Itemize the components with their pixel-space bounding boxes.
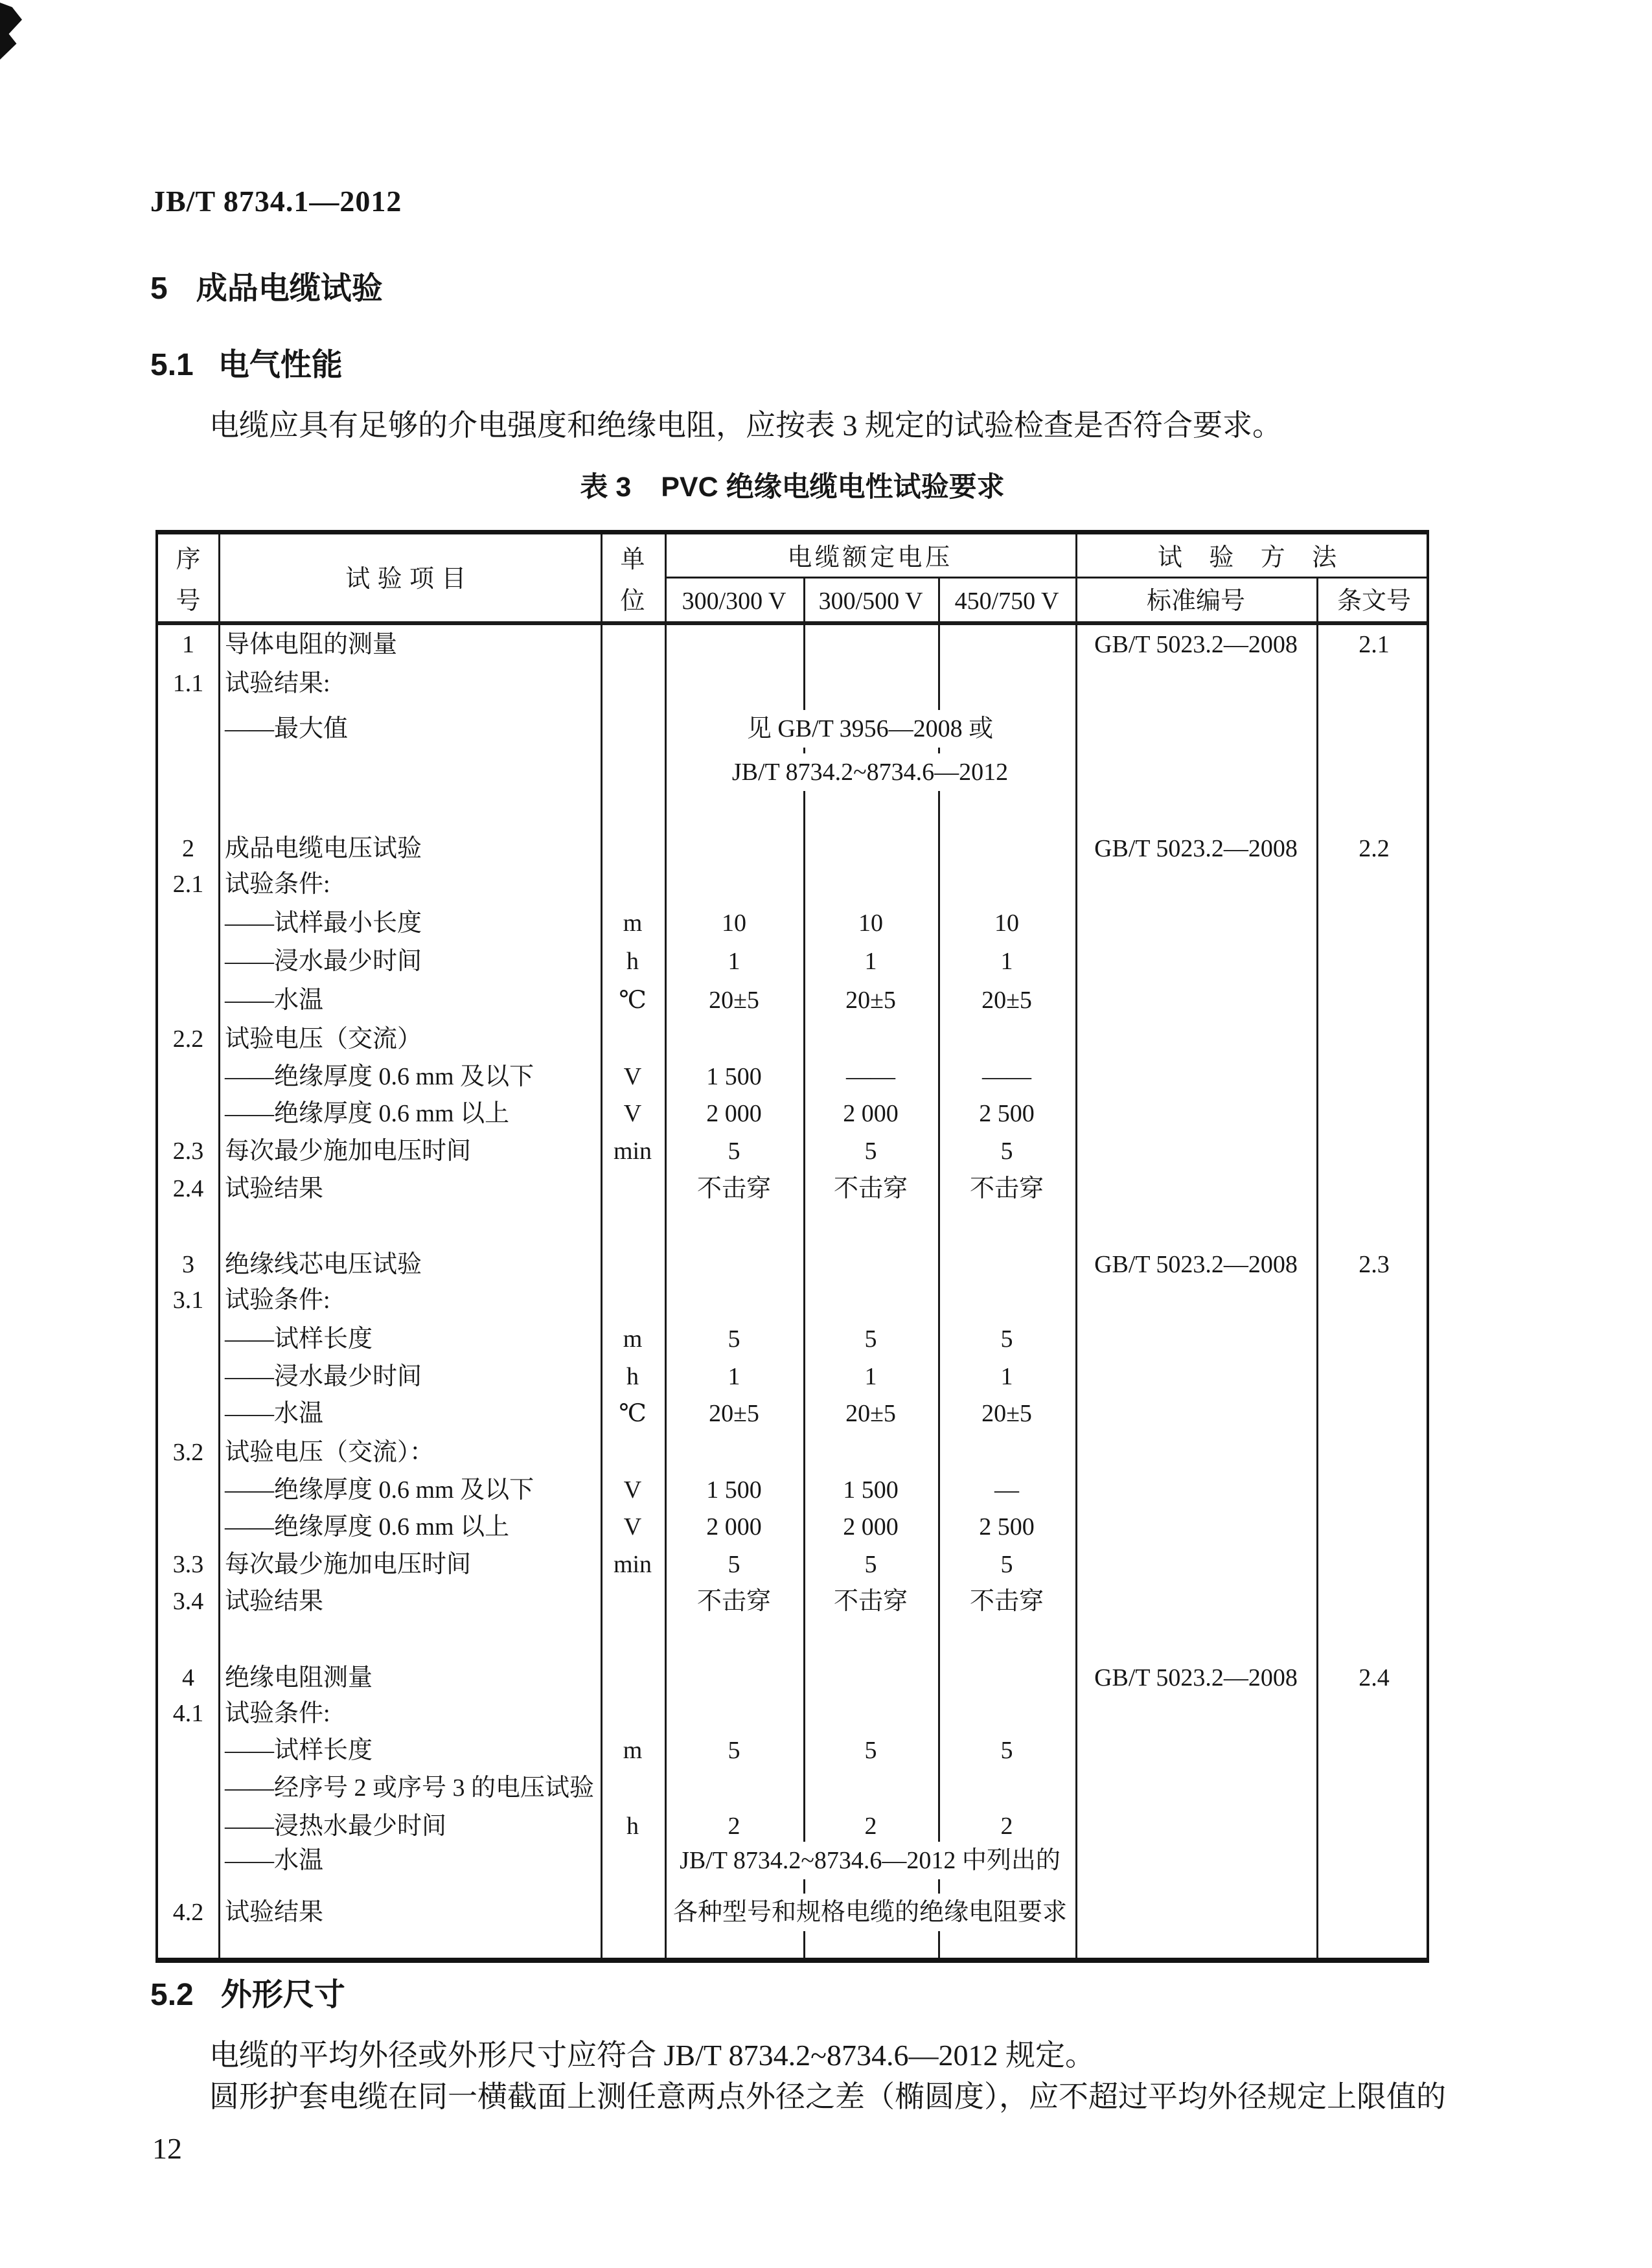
cell-no: 3 bbox=[182, 1251, 194, 1278]
table-row-3.4 bbox=[158, 1583, 1427, 1620]
cell-no: 3.4 bbox=[172, 1588, 204, 1615]
cell-v2: 10 bbox=[858, 910, 883, 937]
cell-item: 绝缘电阻测量 bbox=[225, 1664, 373, 1691]
table-row bbox=[158, 1508, 1427, 1546]
cell-item: ——绝缘厚度 0.6 mm 及以下 bbox=[225, 1063, 534, 1090]
cell-v1: 1 bbox=[728, 948, 740, 975]
cell-v1: 2 bbox=[728, 1813, 740, 1840]
table-row-2.1 bbox=[158, 865, 1427, 903]
cell-v1: 5 bbox=[728, 1737, 740, 1764]
table-row bbox=[158, 1058, 1427, 1095]
cell-v2: 1 bbox=[864, 948, 877, 975]
table3-header-v300-300: 300/300 V bbox=[682, 588, 786, 615]
cell-item: ——试样长度 bbox=[225, 1737, 373, 1764]
cell-no: 4 bbox=[182, 1664, 194, 1691]
cell-std: GB/T 5023.2—2008 bbox=[1094, 835, 1298, 862]
cell-v2: —— bbox=[846, 1063, 895, 1090]
cell-item: 试验结果 bbox=[225, 1899, 324, 1926]
cell-std: GB/T 5023.2—2008 bbox=[1094, 631, 1298, 658]
cell-unit: V bbox=[623, 1513, 642, 1541]
cell-item: 每次最少施加电压时间 bbox=[225, 1551, 472, 1578]
cell-item: ——试样最小长度 bbox=[225, 910, 422, 937]
cell-v1: 5 bbox=[728, 1138, 740, 1165]
paragraph-5-2-line1: 电缆的平均外径或外形尺寸应符合 JB/T 8734.2~8734.6—2012 规定。 bbox=[209, 2039, 1096, 2072]
table-row-4 bbox=[158, 1659, 1427, 1697]
cell-unit: min bbox=[613, 1138, 652, 1165]
cell-item: ——绝缘厚度 0.6 mm 以上 bbox=[225, 1100, 510, 1127]
cell-item: 试验电压（交流） bbox=[225, 1025, 422, 1053]
cell-v1: 2 000 bbox=[706, 1513, 762, 1541]
cell-v3: 2 500 bbox=[979, 1513, 1035, 1541]
cell-v1: 1 500 bbox=[706, 1063, 762, 1090]
cell-v3: 5 bbox=[1000, 1737, 1013, 1764]
section-5-2-number: 5.2 bbox=[150, 1978, 194, 2012]
cell-v3: 不击穿 bbox=[969, 1588, 1044, 1615]
paragraph-5-2-line2: 圆形护套电缆在同一横截面上测任意两点外径之差（椭圆度），应不超过平均外径规定上限值的 bbox=[209, 2080, 1446, 2113]
cell-v3: 不击穿 bbox=[969, 1175, 1044, 1202]
cell-no: 3.3 bbox=[172, 1551, 204, 1578]
cell-unit: m bbox=[623, 910, 643, 937]
cell-no: 4.1 bbox=[172, 1700, 204, 1727]
table-row bbox=[158, 1769, 1427, 1807]
cell-v2: 不击穿 bbox=[833, 1588, 908, 1615]
table-row-2.3 bbox=[158, 1132, 1427, 1170]
table-row bbox=[158, 943, 1427, 980]
cell-unit: ℃ bbox=[619, 1400, 647, 1427]
cell-item: ——浸水最少时间 bbox=[225, 1363, 422, 1390]
table3-header-v300-500: 300/500 V bbox=[818, 588, 923, 615]
cell-v3: 1 bbox=[1000, 1363, 1013, 1390]
table-row bbox=[158, 1732, 1427, 1769]
cell-std: GB/T 5023.2—2008 bbox=[1094, 1664, 1298, 1691]
cell-clause: 2.2 bbox=[1359, 835, 1390, 862]
cell-v1: 不击穿 bbox=[696, 1588, 771, 1615]
table3-header-clause: 条文号 bbox=[1337, 588, 1411, 615]
cell-item: ——水温 bbox=[225, 1400, 324, 1427]
cell-v2: 1 bbox=[864, 1363, 877, 1390]
cell-v3: — bbox=[994, 1476, 1019, 1504]
section-5-2-title: 外形尺寸 bbox=[220, 1978, 345, 2012]
cell-no: 2.1 bbox=[172, 871, 204, 898]
section-5-1-number: 5.1 bbox=[150, 348, 194, 382]
cell-item: 试验条件: bbox=[225, 1287, 330, 1314]
cell-v3: 2 500 bbox=[979, 1100, 1035, 1127]
table-row bbox=[158, 1842, 1427, 1879]
table3-header-standard: 标准编号 bbox=[1146, 588, 1245, 615]
cell-unit: m bbox=[623, 1325, 643, 1353]
table3-header-method-group: 试 验 方 法 bbox=[1157, 544, 1348, 571]
cell-v1: 20±5 bbox=[709, 987, 759, 1014]
cell-no: 2 bbox=[182, 835, 194, 862]
cell-item: ——水温 bbox=[225, 1847, 324, 1874]
table-row bbox=[158, 1471, 1427, 1509]
table-row-1 bbox=[158, 626, 1427, 663]
cell-v3: 5 bbox=[1000, 1138, 1013, 1165]
cell-v1: 5 bbox=[728, 1551, 740, 1578]
cell-v2: 5 bbox=[864, 1138, 877, 1165]
cell-unit: h bbox=[626, 1813, 639, 1840]
cell-clause: 2.4 bbox=[1359, 1664, 1390, 1691]
cell-item: ——绝缘厚度 0.6 mm 及以下 bbox=[225, 1476, 534, 1504]
table-row-3 bbox=[158, 1246, 1427, 1283]
cell-item: 试验条件: bbox=[225, 871, 330, 898]
cell-v2: 5 bbox=[864, 1325, 877, 1353]
table-row-3.3 bbox=[158, 1546, 1427, 1583]
table-row bbox=[158, 981, 1427, 1019]
cell-no: 4.2 bbox=[172, 1899, 204, 1926]
cell-span: 见 GB/T 3956—2008 或 bbox=[668, 710, 1072, 748]
cell-item: 试验结果: bbox=[225, 670, 330, 697]
cell-v3: 5 bbox=[1000, 1325, 1013, 1353]
section-5-title: 成品电缆试验 bbox=[196, 271, 383, 306]
table-gridline-horizontal bbox=[665, 577, 1427, 578]
table3-caption bbox=[155, 465, 1429, 505]
cell-item: ——绝缘厚度 0.6 mm 以上 bbox=[225, 1513, 510, 1541]
cell-item: ——经序号 2 或序号 3 的电压试验 bbox=[225, 1774, 595, 1802]
table-row bbox=[158, 1395, 1427, 1432]
table3-header-v450-750: 450/750 V bbox=[954, 588, 1059, 615]
cell-unit: h bbox=[626, 948, 639, 975]
cell-v2: 2 000 bbox=[843, 1100, 899, 1127]
cell-v3: 5 bbox=[1000, 1551, 1013, 1578]
table-row bbox=[158, 710, 1427, 748]
table3-header-no-top: 序 bbox=[176, 546, 201, 573]
cell-unit: h bbox=[626, 1363, 639, 1390]
cell-item: 绝缘线芯电压试验 bbox=[225, 1251, 422, 1278]
page-number: 12 bbox=[152, 2132, 182, 2165]
cell-item: 试验条件: bbox=[225, 1700, 330, 1727]
cell-v3: —— bbox=[982, 1063, 1031, 1090]
scan-artifact-top-left bbox=[0, 3, 22, 60]
cell-item: 试验电压（交流）： bbox=[225, 1439, 435, 1466]
cell-v3: 10 bbox=[994, 910, 1019, 937]
table-row-1.1 bbox=[158, 665, 1427, 702]
cell-no: 1.1 bbox=[172, 670, 204, 697]
cell-std: GB/T 5023.2—2008 bbox=[1094, 1251, 1298, 1278]
section-5-1-heading bbox=[150, 339, 343, 384]
cell-v1: 1 bbox=[728, 1363, 740, 1390]
table3-header-no-bottom: 号 bbox=[176, 588, 201, 615]
table3-caption-label: 表 3 bbox=[580, 472, 632, 503]
cell-v3: 1 bbox=[1000, 948, 1013, 975]
table-row bbox=[158, 1358, 1427, 1395]
cell-v2: 5 bbox=[864, 1737, 877, 1764]
cell-item: 每次最少施加电压时间 bbox=[225, 1138, 472, 1165]
cell-span: JB/T 8734.2~8734.6—2012 中列出的 bbox=[668, 1842, 1072, 1879]
table-row-2.4 bbox=[158, 1170, 1427, 1208]
cell-no: 3.2 bbox=[172, 1439, 204, 1466]
cell-v2: 5 bbox=[864, 1551, 877, 1578]
cell-v2: 1 500 bbox=[843, 1476, 899, 1504]
cell-v3: 20±5 bbox=[981, 987, 1032, 1014]
cell-item: ——试样长度 bbox=[225, 1325, 373, 1353]
cell-unit: V bbox=[623, 1063, 642, 1090]
cell-no: 1 bbox=[182, 631, 194, 658]
cell-item: ——浸热水最少时间 bbox=[225, 1813, 447, 1840]
cell-v2: 20±5 bbox=[845, 987, 896, 1014]
cell-no: 3.1 bbox=[172, 1287, 204, 1314]
cell-v2: 不击穿 bbox=[833, 1175, 908, 1202]
cell-item: ——最大值 bbox=[225, 715, 349, 742]
cell-v2: 2 000 bbox=[843, 1513, 899, 1541]
table-row bbox=[158, 1095, 1427, 1132]
document-number: JB/T 8734.1—2012 bbox=[150, 185, 402, 218]
cell-item: ——水温 bbox=[225, 987, 324, 1014]
table3 bbox=[155, 530, 1429, 1963]
cell-item: ——浸水最少时间 bbox=[225, 948, 422, 975]
table3-header-voltage-group: 电缆额定电压 bbox=[787, 544, 953, 571]
cell-no: 2.2 bbox=[172, 1025, 204, 1053]
cell-v2: 20±5 bbox=[845, 1400, 896, 1427]
table3-header-unit-top: 单 bbox=[620, 546, 645, 573]
table-row-4.2 bbox=[158, 1894, 1427, 1931]
cell-v1: 10 bbox=[722, 910, 746, 937]
cell-v1: 1 500 bbox=[706, 1476, 762, 1504]
table-row-3.2 bbox=[158, 1434, 1427, 1471]
table-gridline-horizontal bbox=[158, 621, 1427, 625]
cell-span: JB/T 8734.2~8734.6—2012 bbox=[668, 753, 1072, 791]
table-row bbox=[158, 1807, 1427, 1845]
cell-clause: 2.3 bbox=[1359, 1251, 1390, 1278]
cell-v2: 2 bbox=[864, 1813, 877, 1840]
section-5-number: 5 bbox=[150, 271, 168, 306]
section-5-2-heading bbox=[150, 1969, 345, 2014]
table3-caption-text: PVC 绝缘电缆电性试验要求 bbox=[661, 472, 1005, 503]
cell-v1: 不击穿 bbox=[696, 1175, 771, 1202]
table-row-2.2 bbox=[158, 1020, 1427, 1058]
cell-no: 2.4 bbox=[172, 1175, 204, 1202]
cell-unit: ℃ bbox=[619, 987, 647, 1014]
table-row bbox=[158, 753, 1427, 791]
cell-v1: 20±5 bbox=[709, 1400, 759, 1427]
paragraph-5-1: 电缆应具有足够的介电强度和绝缘电阻，应按表 3 规定的试验检查是否符合要求。 bbox=[209, 409, 1282, 442]
cell-v1: 2 000 bbox=[706, 1100, 762, 1127]
table-row-2 bbox=[158, 830, 1427, 867]
cell-item: 试验结果 bbox=[225, 1175, 324, 1202]
table-row bbox=[158, 904, 1427, 942]
cell-item: 成品电缆电压试验 bbox=[225, 835, 422, 862]
table-row bbox=[158, 1320, 1427, 1358]
cell-unit: V bbox=[623, 1100, 642, 1127]
table3-header-item: 试验项目 bbox=[345, 566, 474, 593]
table-row-3.1 bbox=[158, 1281, 1427, 1319]
cell-unit: min bbox=[613, 1551, 652, 1578]
section-5-heading bbox=[150, 263, 383, 308]
cell-v1: 5 bbox=[728, 1325, 740, 1353]
cell-unit: V bbox=[623, 1476, 642, 1504]
cell-item: 导体电阻的测量 bbox=[225, 631, 398, 658]
cell-item: 试验结果 bbox=[225, 1588, 324, 1615]
cell-unit: m bbox=[623, 1737, 643, 1764]
table3-header-unit-bottom: 位 bbox=[620, 588, 645, 615]
cell-v3: 2 bbox=[1000, 1813, 1013, 1840]
cell-no: 2.3 bbox=[172, 1138, 204, 1165]
table-row-4.1 bbox=[158, 1695, 1427, 1732]
cell-v3: 20±5 bbox=[981, 1400, 1032, 1427]
cell-clause: 2.1 bbox=[1359, 631, 1390, 658]
cell-span: 各种型号和规格电缆的绝缘电阻要求 bbox=[668, 1894, 1072, 1931]
section-5-1-title: 电气性能 bbox=[218, 348, 343, 382]
